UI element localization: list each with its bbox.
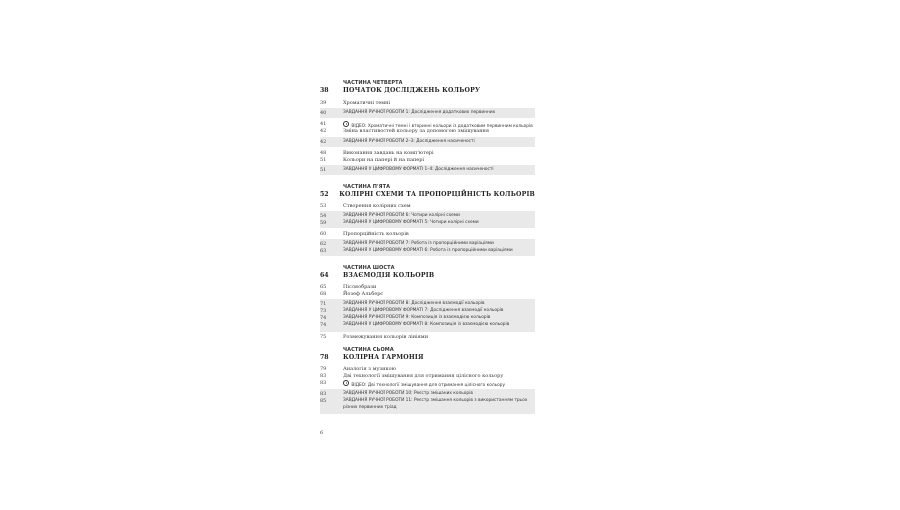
entry-page: 79 [320, 366, 327, 372]
toc-task-entry[interactable] [320, 248, 535, 255]
toc-entry[interactable] [320, 366, 535, 373]
toc-video-entry[interactable] [320, 380, 535, 389]
entry-page: 42 [320, 127, 327, 134]
entry-title: Дві технології змішування для отримання цілісного кольору [343, 373, 504, 379]
entry-title: Виконання завдань на комп'ютері [343, 150, 434, 156]
toc-task-entry[interactable] [320, 322, 535, 329]
entry-title: ЗАВДАННЯ РУЧНОЇ РОБОТИ 2–3: Дослідження насиченості [343, 139, 475, 144]
entry-page: 54 [320, 213, 327, 219]
part-page-number: 38 [320, 87, 329, 94]
entry-title: ЗАВДАННЯ РУЧНОЇ РОБОТИ 9: Композиція із взаємодією кольорів [343, 315, 491, 320]
toc-task-entry[interactable] [320, 301, 535, 308]
entry-page: 59 [320, 220, 327, 226]
part-title: КОЛІРНІ СХЕМИ ТА ПРОПОРЦІЙНІСТЬ КОЛЬОРІВ [339, 191, 535, 198]
entry-title: ВІДЕО: Дві технології змішування для отримання цілісного кольору [351, 382, 506, 388]
entry-title: ЗАВДАННЯ РУЧНОЇ РОБОТИ 8: Дослідження взаємодії кольорів [343, 301, 485, 306]
toc-task-entry[interactable] [320, 241, 535, 248]
entry-title: Післяобрази [343, 284, 377, 290]
toc-entry[interactable] [320, 100, 535, 107]
entry-page: 39 [320, 100, 327, 106]
entry-title: ЗАВДАННЯ У ЦИФРОВОМУ ФОРМАТІ 5: Чотири колірні схеми [343, 220, 479, 225]
toc-entry[interactable] [320, 373, 535, 380]
entry-page: 41 [320, 121, 327, 127]
entry-title: ЗАВДАННЯ У ЦИФРОВОМУ ФОРМАТІ 1–4: Дослідження насиченості [343, 167, 494, 172]
part-six-header [320, 265, 535, 281]
part-label: ЧАСТИНА СЬОМА [343, 347, 394, 353]
entry-page: 62 [320, 241, 327, 247]
part-label: ЧАСТИНА ШОСТА [343, 265, 395, 271]
entry-title: Аналогія з музикою [343, 366, 396, 372]
entry-title: ЗАВДАННЯ У ЦИФРОВОМУ ФОРМАТІ 6: Робота із пропорційними варіаціями [343, 248, 513, 253]
entry-title: Йозеф Альберс [343, 291, 384, 297]
entry-page: 74 [320, 322, 327, 328]
part-label: ЧАСТИНА П'ЯТА [343, 184, 391, 190]
entry-page: 60 [320, 231, 327, 237]
entry-page: 63 [320, 248, 327, 254]
part-five-header [320, 184, 535, 200]
toc-entry[interactable] [320, 334, 535, 341]
entry-title: ЗАВДАННЯ У ЦИФРОВОМУ ФОРМАТІ 7: Дослідження взаємодії кольорів [343, 308, 504, 313]
part-four-header [320, 80, 535, 96]
toc-task-entry[interactable] [320, 315, 535, 322]
part-seven-header [320, 347, 535, 363]
toc-task-entry[interactable] [320, 391, 535, 398]
entry-page: 83 [320, 380, 327, 386]
entry-title: ЗАВДАННЯ У ЦИФРОВОМУ ФОРМАТІ 8: Композиція із взаємодією кольорів [343, 322, 510, 327]
entry-title: Пропорційність кольорів [343, 231, 409, 237]
entry-page: 65 [320, 284, 327, 290]
contents-page [320, 0, 535, 510]
toc-entry[interactable] [320, 128, 535, 135]
entry-title: ЗАВДАННЯ РУЧНОЇ РОБОТИ 11: Реєстр змішання кольорів з використанням трьох різних первинних тріад [343, 398, 528, 410]
entry-page: 51 [320, 156, 327, 163]
entry-page: 51 [320, 167, 327, 173]
part-page-number: 78 [320, 354, 329, 361]
entry-page: 71 [320, 301, 327, 307]
toc-entry[interactable] [320, 157, 535, 164]
entry-title: Створення колірних схем [343, 203, 411, 209]
entry-page: 83 [320, 373, 327, 379]
toc-task-entry[interactable] [320, 220, 535, 227]
play-icon [343, 121, 349, 127]
toc-task-entry[interactable] [320, 398, 535, 411]
entry-title: Зміна властивостей кольору за допомогою змішування [343, 127, 490, 134]
toc-task-entry[interactable] [320, 213, 535, 220]
part-label: ЧАСТИНА ЧЕТВЕРТА [343, 80, 403, 86]
toc-task-entry[interactable] [320, 308, 535, 315]
entry-title: ЗАВДАННЯ РУЧНОЇ РОБОТИ 10: Реєстр змішаних кольорів [343, 391, 473, 396]
part-title: КОЛІРНА ГАРМОНІЯ [343, 354, 424, 361]
entry-title: ЗАВДАННЯ РУЧНОЇ РОБОТИ 7: Робота із пропорційними варіаціями [343, 241, 494, 246]
entry-title: ЗАВДАННЯ РУЧНОЇ РОБОТИ 6: Чотири колірні схеми [343, 213, 460, 218]
entry-title: ЗАВДАННЯ РУЧНОЇ РОБОТИ 1: Дослідження додаткових первинних [343, 110, 496, 115]
toc-task-entry[interactable] [320, 139, 535, 146]
entry-page: 68 [320, 291, 327, 297]
entry-page: 75 [320, 334, 327, 340]
play-icon [343, 380, 349, 386]
entry-page: 48 [320, 150, 327, 156]
toc-task-entry[interactable] [320, 110, 535, 117]
toc-entry[interactable] [320, 231, 535, 238]
entry-title: Кольори на папері й на папері [343, 156, 425, 163]
entry-page: 40 [320, 110, 327, 116]
entry-page: 85 [320, 398, 327, 404]
toc-task-entry[interactable] [320, 167, 535, 174]
toc-entry[interactable] [320, 203, 535, 210]
toc-entry[interactable] [320, 291, 535, 298]
part-title: ВЗАЄМОДІЯ КОЛЬОРІВ [343, 272, 435, 279]
entry-page: 42 [320, 139, 327, 145]
entry-page: 83 [320, 391, 327, 397]
toc-entry[interactable] [320, 284, 535, 291]
entry-title: ВІДЕО: Хроматичні темні і вторинні кольори із додатковим первинним кольорів [351, 123, 533, 129]
entry-page: 74 [320, 315, 327, 321]
page-number: 6 [320, 430, 324, 436]
entry-title: Розмежування кольорів лініями [343, 334, 429, 340]
part-title: ПОЧАТОК ДОСЛІДЖЕНЬ КОЛЬОРУ [343, 87, 481, 94]
entry-title: Хроматичні темні [343, 100, 391, 106]
part-page-number: 64 [320, 272, 329, 279]
entry-page: 73 [320, 308, 327, 314]
entry-page: 53 [320, 203, 327, 209]
part-page-number: 52 [320, 191, 329, 198]
